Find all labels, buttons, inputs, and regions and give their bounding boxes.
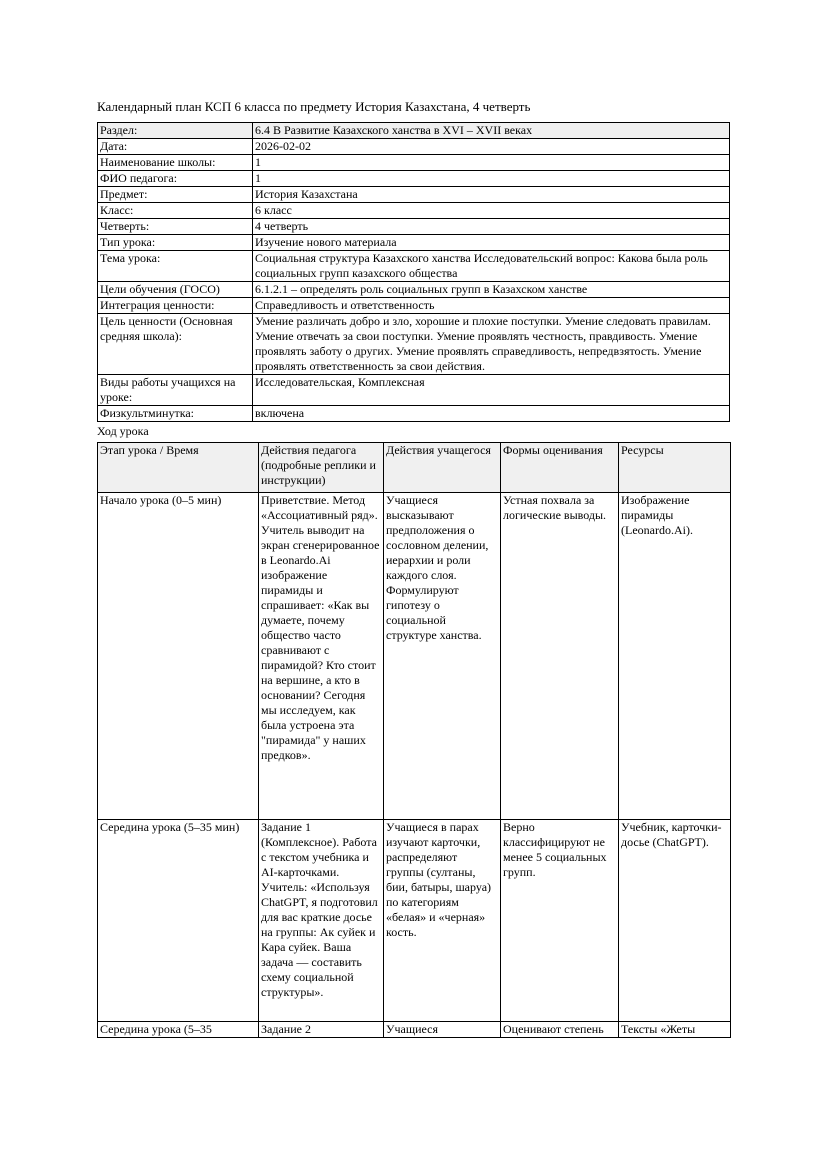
info-label: Наименование школы: bbox=[98, 155, 253, 171]
info-label: Четверть: bbox=[98, 219, 253, 235]
column-header-student-actions: Действия учащегося bbox=[384, 443, 501, 493]
lesson-row-truncated bbox=[98, 1022, 731, 1038]
info-row bbox=[98, 155, 730, 171]
info-value: Изучение нового материала bbox=[253, 235, 730, 251]
teacher-actions-cell: Приветствие. Метод «Ассоциативный ряд». Учитель выводит на экран сгенерированное в Leonardo.Ai изображение пирамиды и спрашивает: «Как вы думаете, почему общество часто сравнивают с пирамидой? Кто стоит на вершине, а кто в основании? Сегодня мы исследуем, как была устроена эта "пирамида" у наших предков». bbox=[259, 493, 384, 820]
info-value: включена bbox=[253, 406, 730, 422]
info-row bbox=[98, 171, 730, 187]
info-row bbox=[98, 251, 730, 282]
info-row bbox=[98, 203, 730, 219]
assessment-cell: Устная похвала за логические выводы. bbox=[501, 493, 619, 820]
column-header-resources: Ресурсы bbox=[619, 443, 731, 493]
info-label: Класс: bbox=[98, 203, 253, 219]
info-value: 6.4 В Развитие Казахского ханства в XVI – XVII веках bbox=[253, 123, 730, 139]
resources-cell: Тексты «Жеты bbox=[619, 1022, 731, 1038]
lesson-info-table bbox=[97, 122, 730, 422]
assessment-cell: Верно классифицируют не менее 5 социальных групп. bbox=[501, 820, 619, 1022]
column-header-teacher-actions: Действия педагога (подробные реплики и инструкции) bbox=[259, 443, 384, 493]
info-label: Предмет: bbox=[98, 187, 253, 203]
info-row bbox=[98, 123, 730, 139]
info-label: Тип урока: bbox=[98, 235, 253, 251]
info-label: Цели обучения (ГОСО) bbox=[98, 282, 253, 298]
stage-cell: Середина урока (5–35 bbox=[98, 1022, 259, 1038]
info-value: Справедливость и ответственность bbox=[253, 298, 730, 314]
info-label: Цель ценности (Основная средняя школа): bbox=[98, 314, 253, 375]
info-value: Социальная структура Казахского ханства Исследовательский вопрос: Какова была роль социальных групп казахского общества bbox=[253, 251, 730, 282]
info-row bbox=[98, 219, 730, 235]
info-value: Умение различать добро и зло, хорошие и плохие поступки. Умение следовать правилам. Умение отвечать за свои поступки. Умение проявлять честность, правдивость. Умение проявлять заботу о других. Умение проявлять справедливость, непредвзятость. Умение проявлять ответственность за свои действия. bbox=[253, 314, 730, 375]
info-value: 1 bbox=[253, 171, 730, 187]
info-row bbox=[98, 282, 730, 298]
column-header-assessment: Формы оценивания bbox=[501, 443, 619, 493]
lesson-table-header-row bbox=[98, 443, 731, 493]
lesson-flow-table bbox=[97, 442, 731, 1038]
teacher-actions-cell: Задание 1 (Комплексное). Работа с текстом учебника и AI-карточками. Учитель: «Используя ChatGPT, я подготовил для вас краткие досье на группы: Ак суйек и Кара суйек. Ваша задача — составить схему социальной структуры». bbox=[259, 820, 384, 1022]
document-content bbox=[97, 99, 731, 1038]
info-value: 6.1.2.1 – определять роль социальных групп в Казахском ханстве bbox=[253, 282, 730, 298]
info-label: Виды работы учащихся на уроке: bbox=[98, 375, 253, 406]
resources-cell: Учебник, карточки-досье (ChatGPT). bbox=[619, 820, 731, 1022]
page-title: Календарный план КСП 6 класса по предмету История Казахстана, 4 четверть bbox=[97, 99, 531, 114]
student-actions-cell: Учащиеся в парах изучают карточки, распределяют группы (султаны, бии, батыры, шаруа) по категориям «белая» и «черная» кость. bbox=[384, 820, 501, 1022]
info-row bbox=[98, 139, 730, 155]
section-heading: Ход урока bbox=[97, 424, 149, 438]
info-value: Исследовательская, Комплексная bbox=[253, 375, 730, 406]
info-row bbox=[98, 187, 730, 203]
stage-cell: Начало урока (0–5 мин) bbox=[98, 493, 259, 820]
info-value: 1 bbox=[253, 155, 730, 171]
info-value: 2026-02-02 bbox=[253, 139, 730, 155]
info-value: 4 четверть bbox=[253, 219, 730, 235]
info-row bbox=[98, 314, 730, 375]
info-row bbox=[98, 298, 730, 314]
resources-cell: Изображение пирамиды (Leonardo.Ai). bbox=[619, 493, 731, 820]
info-label: Дата: bbox=[98, 139, 253, 155]
info-value: История Казахстана bbox=[253, 187, 730, 203]
teacher-actions-cell: Задание 2 bbox=[259, 1022, 384, 1038]
student-actions-cell: Учащиеся высказывают предположения о сословном делении, иерархии и роли каждого слоя. Формулируют гипотезу о социальной структуре ханства. bbox=[384, 493, 501, 820]
info-row bbox=[98, 235, 730, 251]
info-label: Интеграция ценности: bbox=[98, 298, 253, 314]
info-label: Тема урока: bbox=[98, 251, 253, 282]
info-label: ФИО педагога: bbox=[98, 171, 253, 187]
info-row bbox=[98, 406, 730, 422]
info-row bbox=[98, 375, 730, 406]
stage-cell: Середина урока (5–35 мин) bbox=[98, 820, 259, 1022]
lesson-row bbox=[98, 820, 731, 1022]
assessment-cell: Оценивают степень bbox=[501, 1022, 619, 1038]
lesson-row bbox=[98, 493, 731, 820]
column-header-stage: Этап урока / Время bbox=[98, 443, 259, 493]
info-value: 6 класс bbox=[253, 203, 730, 219]
student-actions-cell: Учащиеся bbox=[384, 1022, 501, 1038]
info-label: Раздел: bbox=[98, 123, 253, 139]
info-label: Физкультминутка: bbox=[98, 406, 253, 422]
